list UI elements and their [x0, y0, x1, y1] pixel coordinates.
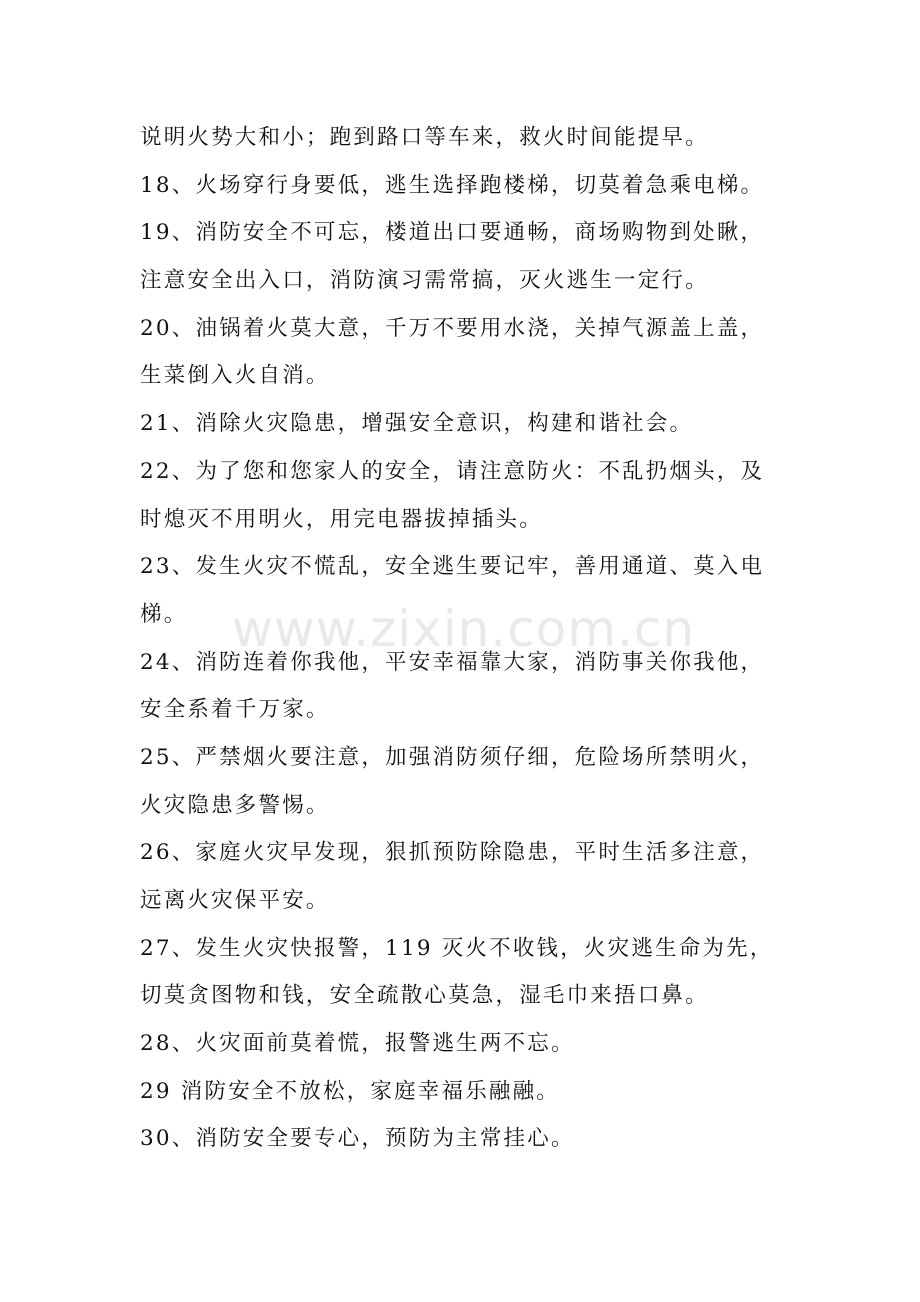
text-line: 23、发生火灾不慌乱，安全逃生要记牢，善用通道、莫入电 — [140, 554, 765, 580]
text-line: 30、消防安全要专心，预防为主常挂心。 — [140, 1126, 575, 1152]
text-line: 切莫贪图物和钱，安全疏散心莫急，湿毛巾来捂口鼻。 — [140, 983, 709, 1009]
text-line: 生菜倒入火自消。 — [140, 363, 330, 389]
watermark: www.zixin.com.cn — [232, 600, 696, 658]
text-line: 梯。 — [140, 601, 188, 627]
text-line: 时熄灭不用明火，用完电器拔掉插头。 — [140, 506, 543, 532]
text-line: 安全系着千万家。 — [140, 697, 330, 723]
text-line: 远离火灾保平安。 — [140, 888, 330, 913]
text-line: 19、消防安全不可忘，楼道出口要通畅，商场购物到处瞅， — [140, 220, 765, 246]
text-line: 26、家庭火灾早发现，狠抓预防除隐患，平时生活多注意， — [140, 840, 765, 866]
text-line: 28、火灾面前莫着慌，报警逃生两不忘。 — [140, 1031, 575, 1057]
text-line: 27、发生火灾快报警，119 灭火不收钱，火灾逃生命为先， — [140, 935, 774, 961]
text-line: 20、油锅着火莫大意，千万不要用水浇，关掉气源盖上盖， — [140, 315, 765, 341]
text-line: 说明火势大和小；跑到路口等车来，救火时间能提早。 — [140, 125, 709, 150]
text-line: 24、消防连着你我他，平安幸福靠大家，消防事关你我他， — [140, 649, 765, 675]
text-line: 25、严禁烟火要注意，加强消防须仔细，危险场所禁明火， — [140, 744, 765, 770]
text-line: 22、为了您和您家人的安全，请注意防火：不乱扔烟头，及 — [140, 458, 765, 484]
text-line: 18、火场穿行身要低，逃生选择跑楼梯，切莫着急乘电梯。 — [140, 172, 765, 198]
text-line: 注意安全出入口，消防演习需常搞，灭火逃生一定行。 — [140, 268, 709, 294]
text-line: 29 消防安全不放松，家庭幸福乐融融。 — [140, 1078, 560, 1104]
text-line: 火灾隐患多警惕。 — [140, 792, 330, 818]
text-line: 21、消除火灾隐患，增强安全意识，构建和谐社会。 — [140, 411, 694, 437]
